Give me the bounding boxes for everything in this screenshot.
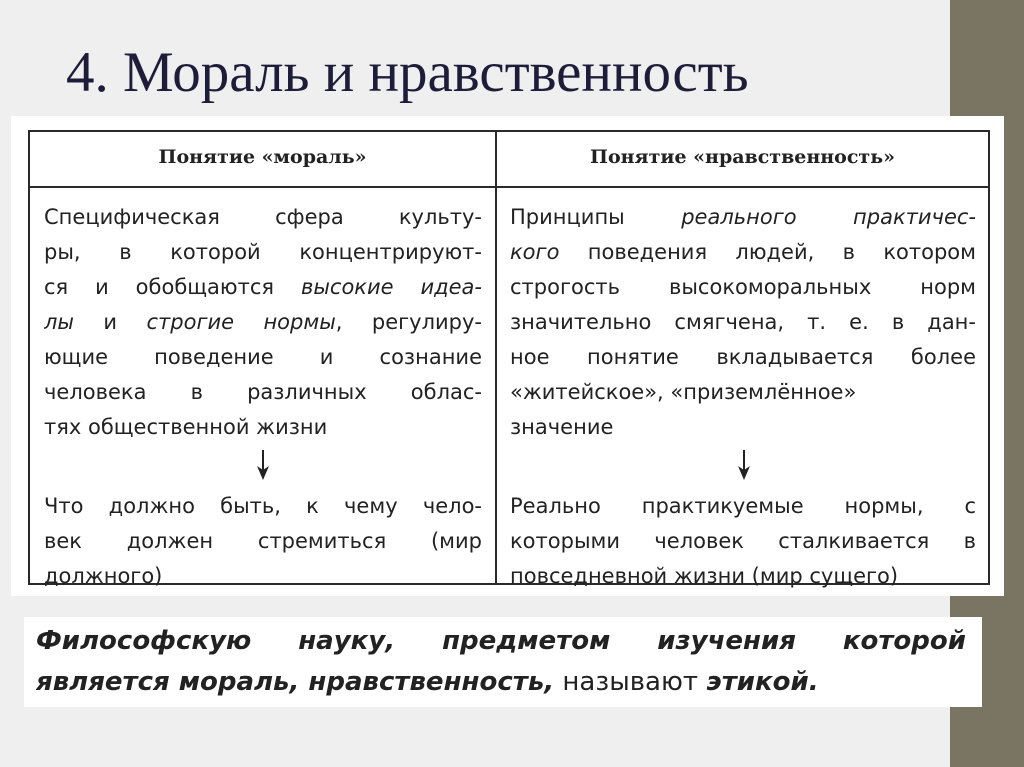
definition-line: тях общественной жизни [44,415,328,439]
definition-line: ры, в которой концентрируют- [44,240,482,264]
definition-line: ющие поведение и сознание [44,345,482,369]
column-divider [495,132,497,583]
morality-result [44,489,482,594]
ethics-definition-note [24,617,982,707]
down-arrow-icon [255,450,271,480]
note-text [36,621,966,703]
definition-line: лы и строгие нормы, регулиру- [44,310,482,334]
down-arrow-icon [736,450,752,480]
definition-line: человека в различных облас- [44,380,482,404]
result-line: Что должно быть, к чему чело- [44,494,482,518]
morality-column-header: Понятие «мораль» [158,146,367,168]
definition-line: Принципы реального практичес- [510,205,976,229]
ethics-column-header: Понятие «нравственность» [590,146,895,168]
definition-line: значение [510,415,614,439]
definition-line: «житейское», «приземлённое» [510,380,857,404]
header-divider [30,186,988,188]
result-line: должного) [44,564,163,588]
note-line: является мораль, нравственность, называют этикой. [36,667,819,697]
definition-line: значительно смягчена, т. е. в дан- [510,310,976,334]
definition-line: ное понятие вкладывается более [510,345,976,369]
comparison-table-panel [11,116,1004,596]
definition-line: строгость высокоморальных норм [510,275,976,299]
note-line: Философскую науку, предметом изучения которой [36,626,966,656]
ethics-definition [510,200,976,445]
ethics-result [510,489,976,594]
comparison-table [28,130,990,588]
definition-line: ся и обобщаются высокие идеа- [44,275,482,299]
result-line: век должен стремиться (мир [44,529,482,553]
result-line: повседневной жизни (мир сущего) [510,564,899,588]
definition-line: кого поведения людей, в котором [510,240,976,264]
definition-line: Специфическая сфера культу- [44,205,482,229]
result-line: которыми человек сталкивается в [510,529,976,553]
morality-definition [44,200,482,445]
slide-title: 4. Мораль и нравственность [66,41,749,104]
result-line: Реально практикуемые нормы, с [510,494,976,518]
